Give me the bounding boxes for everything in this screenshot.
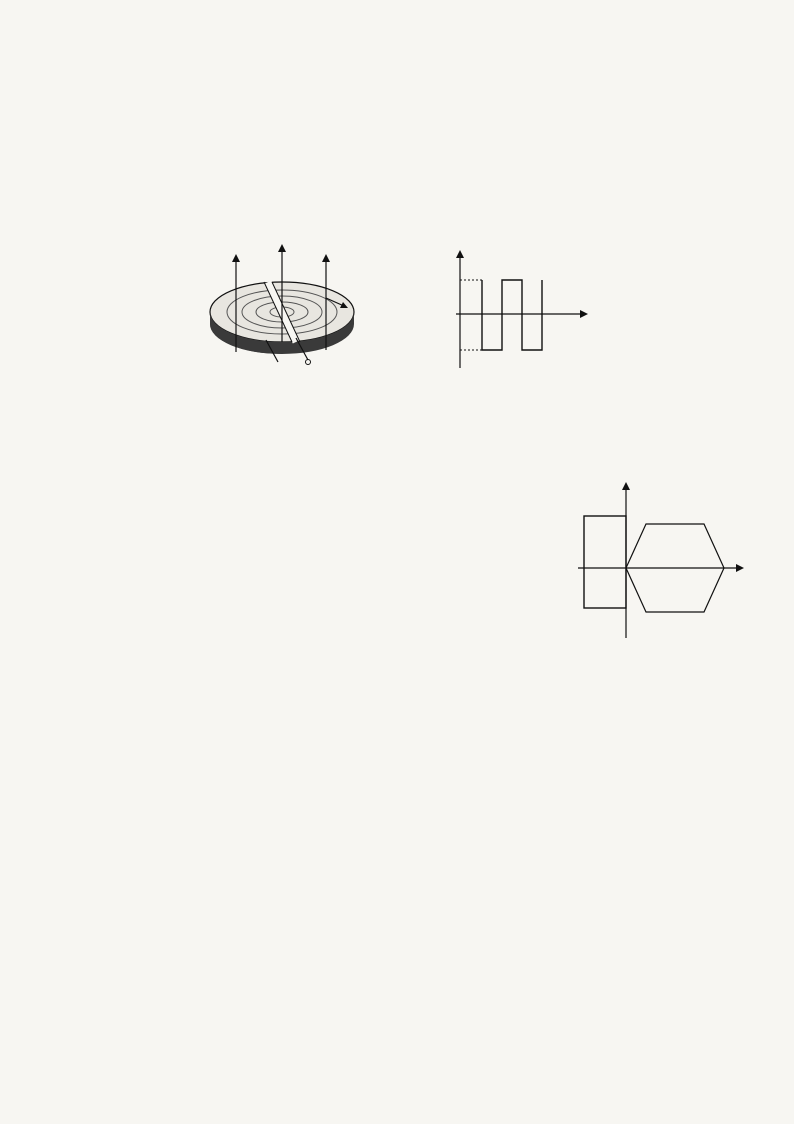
- q8-graph-b[interactable]: [436, 706, 656, 896]
- cyclotron-figure: [196, 242, 376, 372]
- q8-graph-c[interactable]: [158, 898, 378, 1088]
- square-wave-figure: [432, 250, 592, 370]
- frame-hexagon-figure: [562, 478, 752, 640]
- q8-graph-d[interactable]: [436, 898, 656, 1088]
- q8-graph-a[interactable]: [158, 706, 378, 896]
